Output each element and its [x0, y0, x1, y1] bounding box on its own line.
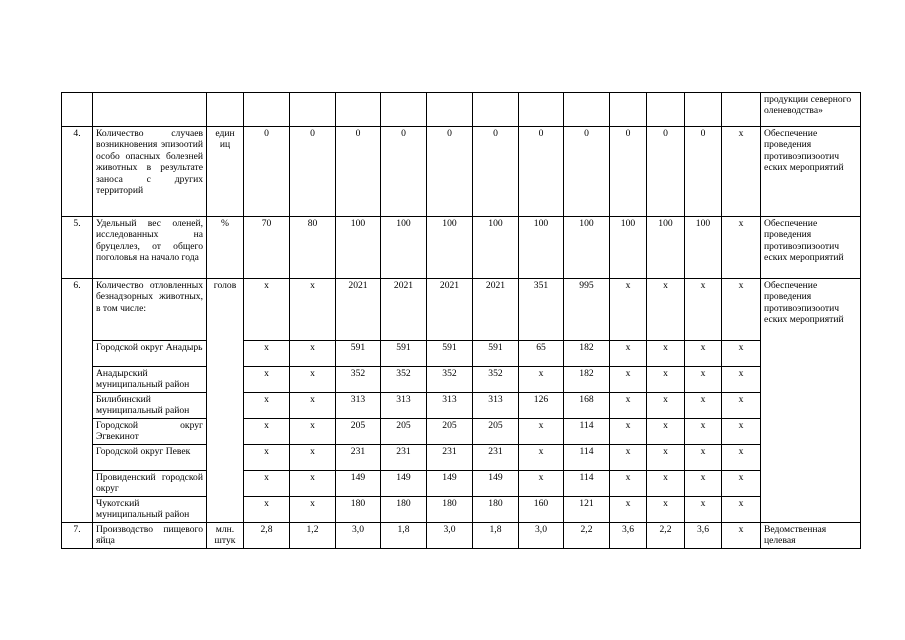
value-cell: 0	[685, 127, 722, 217]
value-cell: 2021	[473, 279, 519, 341]
value-cell: х	[685, 341, 722, 367]
value-cell: 180	[381, 497, 427, 523]
value-cell: х	[610, 419, 647, 445]
value-cell: х	[610, 393, 647, 419]
value-cell: х	[290, 419, 336, 445]
cell-empty	[290, 93, 336, 127]
value-cell: х	[244, 497, 290, 523]
value-cell: 160	[519, 497, 564, 523]
cell-empty	[207, 93, 244, 127]
value-cell: 114	[564, 419, 610, 445]
value-cell: х	[290, 497, 336, 523]
indicator-name: Количество отловленных безнадзорных животных, в том числе:	[93, 279, 207, 341]
table-subrow	[62, 367, 861, 393]
table-row	[62, 279, 861, 341]
value-cell: х	[647, 497, 685, 523]
value-cell: 1,8	[381, 523, 427, 549]
measure-cell: Ведомственная целевая	[761, 523, 861, 549]
cell-empty	[93, 93, 207, 127]
value-cell: 3,0	[336, 523, 381, 549]
cell-empty	[244, 93, 290, 127]
value-cell: 121	[564, 497, 610, 523]
table-row-continuation	[62, 93, 861, 127]
value-cell: 591	[336, 341, 381, 367]
value-cell: 591	[427, 341, 473, 367]
value-cell: х	[610, 445, 647, 471]
value-cell: 100	[564, 217, 610, 279]
value-cell: 100	[519, 217, 564, 279]
value-cell: 351	[519, 279, 564, 341]
value-cell: 126	[519, 393, 564, 419]
unit: млн. штук	[207, 523, 244, 549]
table-row	[62, 523, 861, 549]
measure-cell: Обеспечение проведения противоэпизоотич еских мероприятий	[761, 127, 861, 217]
value-cell: х	[647, 419, 685, 445]
value-cell: х	[647, 445, 685, 471]
value-cell: х	[519, 367, 564, 393]
value-cell: 2021	[427, 279, 473, 341]
value-cell: х	[722, 341, 761, 367]
value-cell: 352	[381, 367, 427, 393]
value-cell: х	[647, 367, 685, 393]
value-cell: 168	[564, 393, 610, 419]
value-cell: х	[722, 523, 761, 549]
value-cell: 100	[685, 217, 722, 279]
value-cell: 114	[564, 471, 610, 497]
value-cell: х	[685, 367, 722, 393]
value-cell: 3,6	[685, 523, 722, 549]
value-cell: 591	[473, 341, 519, 367]
value-cell: х	[685, 419, 722, 445]
value-cell: х	[722, 445, 761, 471]
value-cell: 70	[244, 217, 290, 279]
value-cell: 180	[473, 497, 519, 523]
territory-name: Анадырский муниципальный район	[93, 367, 207, 393]
value-cell: 313	[336, 393, 381, 419]
value-cell: 352	[473, 367, 519, 393]
value-cell: 0	[473, 127, 519, 217]
value-cell: 352	[336, 367, 381, 393]
value-cell: 205	[336, 419, 381, 445]
row-number: 4.	[62, 127, 93, 217]
value-cell: 591	[381, 341, 427, 367]
value-cell: х	[685, 279, 722, 341]
unit: голов	[207, 279, 244, 523]
value-cell: х	[647, 341, 685, 367]
territory-name: Чукотский муниципальный район	[93, 497, 207, 523]
value-cell: х	[722, 367, 761, 393]
value-cell: х	[244, 393, 290, 419]
cell-empty	[381, 93, 427, 127]
value-cell: 0	[610, 127, 647, 217]
value-cell: 2,2	[564, 523, 610, 549]
value-cell: 100	[647, 217, 685, 279]
value-cell: 100	[610, 217, 647, 279]
value-cell: х	[685, 471, 722, 497]
value-cell: 231	[336, 445, 381, 471]
value-cell: 149	[336, 471, 381, 497]
value-cell: х	[722, 217, 761, 279]
value-cell: х	[722, 419, 761, 445]
value-cell: х	[290, 393, 336, 419]
value-cell: 231	[473, 445, 519, 471]
table-body	[62, 93, 861, 549]
value-cell: х	[244, 367, 290, 393]
value-cell: х	[244, 341, 290, 367]
value-cell: 149	[427, 471, 473, 497]
value-cell: 100	[473, 217, 519, 279]
value-cell: 313	[473, 393, 519, 419]
value-cell: 2021	[336, 279, 381, 341]
value-cell: х	[244, 419, 290, 445]
cell-empty	[610, 93, 647, 127]
value-cell: х	[722, 393, 761, 419]
value-cell: х	[685, 497, 722, 523]
value-cell: 80	[290, 217, 336, 279]
value-cell: х	[290, 445, 336, 471]
value-cell: 0	[519, 127, 564, 217]
value-cell: 3,0	[519, 523, 564, 549]
cell-empty	[564, 93, 610, 127]
table-subrow	[62, 471, 861, 497]
indicator-name: Удельный вес оленей, исследованных на бруцеллез, от общего поголовья на начало года	[93, 217, 207, 279]
value-cell: 3,0	[427, 523, 473, 549]
value-cell: 0	[244, 127, 290, 217]
table-row	[62, 127, 861, 217]
value-cell: 205	[381, 419, 427, 445]
value-cell: х	[290, 341, 336, 367]
table-subrow	[62, 393, 861, 419]
table-subrow	[62, 445, 861, 471]
cell-empty	[473, 93, 519, 127]
value-cell: 100	[427, 217, 473, 279]
value-cell: 182	[564, 341, 610, 367]
value-cell: 231	[427, 445, 473, 471]
value-cell: 205	[473, 419, 519, 445]
value-cell: 65	[519, 341, 564, 367]
value-cell: х	[722, 471, 761, 497]
value-cell: х	[685, 445, 722, 471]
cell-measure: продукции северного оленеводства»	[761, 93, 861, 127]
value-cell: х	[244, 279, 290, 341]
indicator-name: Количество случаев возникновения эпизоотий особо опасных болезней животных в результате заноса с других территорий	[93, 127, 207, 217]
value-cell: 180	[427, 497, 473, 523]
territory-name: Городской округ Эгвекинот	[93, 419, 207, 445]
indicator-name: Производство пищевого яйца	[93, 523, 207, 549]
value-cell: х	[610, 279, 647, 341]
value-cell: 0	[381, 127, 427, 217]
value-cell: х	[722, 127, 761, 217]
cell-empty	[519, 93, 564, 127]
value-cell: 995	[564, 279, 610, 341]
table-subrow	[62, 419, 861, 445]
value-cell: 149	[381, 471, 427, 497]
value-cell: х	[290, 367, 336, 393]
value-cell: х	[647, 471, 685, 497]
value-cell: х	[610, 367, 647, 393]
value-cell: 205	[427, 419, 473, 445]
territory-name: Городской округ Певек	[93, 445, 207, 471]
row-number: 5.	[62, 217, 93, 279]
territory-name: Провиденский городской округ	[93, 471, 207, 497]
value-cell: х	[647, 393, 685, 419]
cell-empty	[722, 93, 761, 127]
value-cell: 149	[473, 471, 519, 497]
value-cell: х	[722, 279, 761, 341]
value-cell: х	[610, 471, 647, 497]
value-cell: х	[722, 497, 761, 523]
unit: %	[207, 217, 244, 279]
value-cell: 100	[381, 217, 427, 279]
cell-empty	[427, 93, 473, 127]
indicators-table	[61, 92, 861, 549]
value-cell: 352	[427, 367, 473, 393]
cell-empty	[647, 93, 685, 127]
value-cell: х	[519, 445, 564, 471]
value-cell: х	[244, 471, 290, 497]
value-cell: х	[519, 419, 564, 445]
measure-cell: Обеспечение проведения противоэпизоотич еских мероприятий	[761, 217, 861, 279]
value-cell: 1,8	[473, 523, 519, 549]
value-cell: 2,8	[244, 523, 290, 549]
value-cell: х	[610, 341, 647, 367]
measure-cell: Обеспечение проведения противоэпизоотич еских мероприятий	[761, 279, 861, 523]
value-cell: х	[647, 279, 685, 341]
value-cell: 2,2	[647, 523, 685, 549]
row-number: 7.	[62, 523, 93, 549]
value-cell: 1,2	[290, 523, 336, 549]
cell-empty	[62, 93, 93, 127]
value-cell: х	[290, 471, 336, 497]
value-cell: 180	[336, 497, 381, 523]
value-cell: 114	[564, 445, 610, 471]
table-subrow	[62, 497, 861, 523]
row-number: 6.	[62, 279, 93, 523]
table-row	[62, 217, 861, 279]
cell-empty	[336, 93, 381, 127]
value-cell: 0	[647, 127, 685, 217]
value-cell: 0	[427, 127, 473, 217]
value-cell: х	[290, 279, 336, 341]
unit: един иц	[207, 127, 244, 217]
value-cell: 0	[336, 127, 381, 217]
value-cell: х	[685, 393, 722, 419]
value-cell: 2021	[381, 279, 427, 341]
value-cell: 0	[290, 127, 336, 217]
territory-name: Городской округ Анадырь	[93, 341, 207, 367]
value-cell: 231	[381, 445, 427, 471]
table-subrow	[62, 341, 861, 367]
territory-name: Билибинский муниципальный район	[93, 393, 207, 419]
value-cell: 3,6	[610, 523, 647, 549]
value-cell: х	[610, 497, 647, 523]
value-cell: 0	[564, 127, 610, 217]
cell-empty	[685, 93, 722, 127]
value-cell: 182	[564, 367, 610, 393]
value-cell: х	[519, 471, 564, 497]
value-cell: 313	[427, 393, 473, 419]
value-cell: 313	[381, 393, 427, 419]
value-cell: 100	[336, 217, 381, 279]
value-cell: х	[244, 445, 290, 471]
